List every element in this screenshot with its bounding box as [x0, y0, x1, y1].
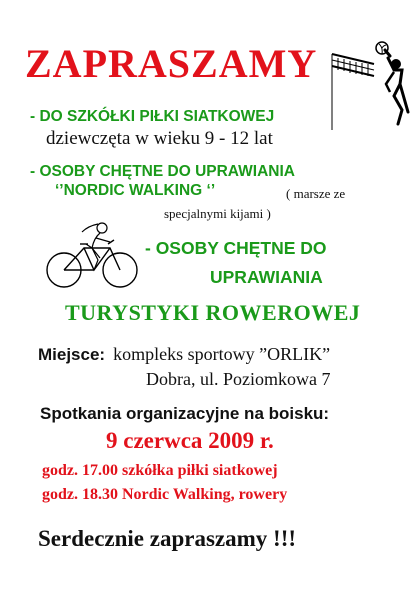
meeting-time-2: godz. 18.30 Nordic Walking, rowery — [42, 486, 288, 503]
cycling-line-2: UPRAWIANIA — [210, 267, 323, 287]
place-label: Miejsce: — [38, 345, 106, 364]
nordic-note-1: ( marsze ze — [286, 186, 346, 201]
cycling-line-3: TURYSTYKI ROWEROWEJ — [65, 300, 361, 325]
cycling-line-1: - OSOBY CHĘTNE DO — [145, 238, 327, 258]
volleyball-player-icon — [330, 40, 410, 132]
meeting-heading: Spotkania organizacyjne na boisku: — [40, 404, 330, 423]
poster-title: ZAPRASZAMY — [25, 41, 318, 86]
nordic-heading: - OSOBY CHĘTNE DO UPRAWIANIA — [30, 163, 295, 180]
nordic-name: ‘’NORDIC WALKING ‘’ — [55, 182, 216, 199]
place-venue: kompleks sportowy ”ORLIK” — [113, 344, 331, 364]
nordic-note-2: specjalnymi kijami ) — [164, 206, 271, 221]
place-line-1 — [38, 344, 330, 365]
closing-text: Serdecznie zapraszamy !!! — [38, 526, 297, 551]
meeting-time-1: godz. 17.00 szkółka piłki siatkowej — [42, 462, 278, 479]
volleyball-detail: dziewczęta w wieku 9 - 12 lat — [46, 128, 273, 149]
cyclist-icon — [42, 222, 142, 290]
meeting-date: 9 czerwca 2009 r. — [106, 428, 274, 453]
place-address: Dobra, ul. Poziomkowa 7 — [146, 369, 331, 389]
volleyball-heading: - DO SZKÓŁKI PIŁKI SIATKOWEJ — [30, 108, 275, 125]
